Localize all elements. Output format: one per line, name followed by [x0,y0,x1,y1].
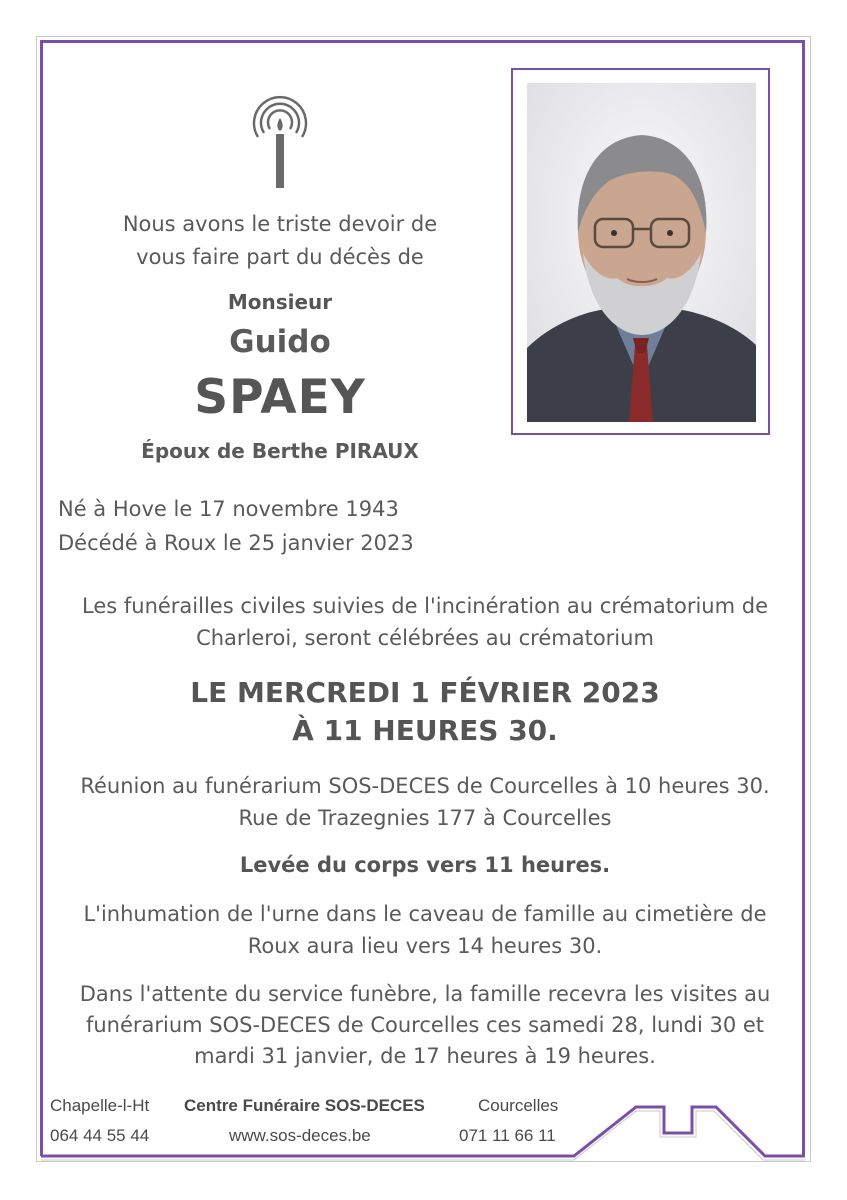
ceremony-date-line-1: LE MERCREDI 1 FÉVRIER 2023 [190,676,660,709]
ceremony-date-line-2: À 11 HEURES 30. [292,714,558,747]
footer-right-city: Courcelles [478,1096,559,1115]
reunion-info [45,770,805,834]
footer-left-city: Chapelle-l-Ht [50,1096,150,1115]
visits-line-1: Dans l'attente du service funèbre, la famille recevra les visites au [79,982,771,1006]
portrait-photo [527,83,756,422]
funeral-line-1: Les funérailles civiles suivies de l'incinération au crématorium de [82,594,768,618]
footer-website[interactable]: www.sos-deces.be [229,1126,371,1145]
visits-line-2: funérarium SOS-DECES de Courcelles ces samedi 28, lundi 30 et [85,1013,765,1037]
reunion-line-1: Réunion au funérarium SOS-DECES de Courcelles à 10 heures 30. [80,774,770,798]
footer-company: Centre Funéraire SOS-DECES [184,1096,425,1115]
intro-text [80,208,480,274]
last-name: SPAEY [194,370,366,425]
spouse-line: Époux de Berthe PIRAUX [141,439,419,463]
birth-line: Né à Hove le 17 novembre 1943 [58,497,399,521]
intro-line-2: vous faire part du décès de [136,245,424,269]
candle-icon [244,85,316,195]
ceremony-date [45,674,805,750]
funeral-line-2: Charleroi, seront célébrées au crématorium [196,626,654,650]
footer-right-phone: 071 11 66 11 [459,1126,556,1145]
first-name: Guido [229,324,331,360]
levee-info: Levée du corps vers 11 heures. [239,853,611,877]
footer-left-phone: 064 44 55 44 [50,1126,150,1145]
visits-line-3: mardi 31 janvier, de 17 heures à 19 heures. [194,1044,656,1068]
intro-line-1: Nous avons le triste devoir de [122,212,438,236]
life-dates [58,492,414,560]
visits-info [45,979,805,1072]
reunion-line-2: Rue de Trazegnies 177 à Courcelles [238,806,612,830]
portrait-frame [511,68,770,435]
urn-line-2: Roux aura lieu vers 14 heures 30. [247,934,603,958]
death-line: Décédé à Roux le 25 janvier 2023 [58,531,414,555]
funeral-announcement [45,590,805,654]
urn-line-1: L'inhumation de l'urne dans le caveau de famille au cimetière de [83,902,767,926]
title-monsieur: Monsieur [227,290,333,314]
urn-burial-info [45,898,805,962]
